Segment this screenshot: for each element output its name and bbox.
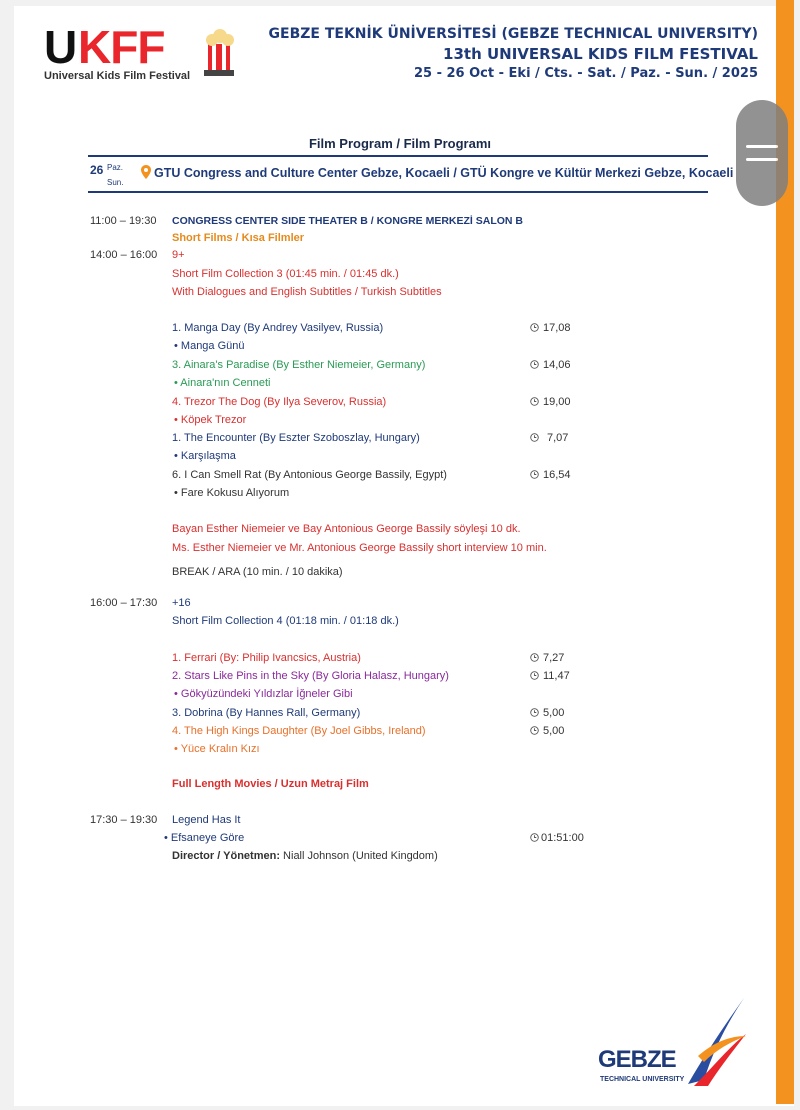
film-title: 3. Dobrina (By Hannes Rall, Germany) (172, 707, 361, 719)
clock-icon (530, 671, 539, 680)
location-pin-icon (141, 165, 151, 179)
film-local-title: • Karşılaşma (174, 450, 236, 462)
film-title: 4. Trezor The Dog (By Ilya Severov, Russia) (172, 396, 387, 408)
film-title: 3. Ainara's Paradise (By Esther Niemeier, Germany) (172, 359, 426, 371)
clock-icon (530, 708, 539, 717)
date-number: 26 (90, 163, 104, 177)
logo-u: U (44, 21, 77, 73)
film-local-title: • Yüce Kralın Kızı (174, 743, 260, 755)
film-duration: 16,54 (543, 469, 571, 481)
film-duration: 14,06 (543, 359, 571, 371)
category-label: Short Films / Kısa Filmler (172, 232, 305, 244)
interview-note-en: Ms. Esther Niemeier ve Mr. Antonious George Bassily short interview 10 min. (172, 542, 547, 554)
film-duration: 7,07 (547, 432, 569, 444)
time-slot: 11:00 – 19:30 (90, 215, 157, 227)
film-title: 1. Ferrari (By: Philip Ivancsics, Austria) (172, 652, 361, 664)
film-local-title: • Fare Kokusu Alıyorum (174, 487, 290, 499)
film-local-title: • Manga Günü (174, 340, 245, 352)
film-duration: 11,47 (543, 670, 570, 682)
top-rule (88, 155, 708, 157)
feature-local-title: • Efsaneye Göre (164, 832, 245, 844)
clock-icon (530, 360, 539, 369)
time-slot: 16:00 – 17:30 (90, 597, 158, 609)
full-length-heading: Full Length Movies / Uzun Metraj Film (172, 778, 369, 790)
handle-line-icon (746, 158, 778, 161)
gebze-swoosh-icon (684, 996, 748, 1088)
film-title: 2. Stars Like Pins in the Sky (By Gloria Halasz, Hungary) (172, 670, 449, 682)
logo-kff: KFF (78, 21, 165, 73)
time-slot: 17:30 – 19:30 (90, 814, 158, 826)
director-line (172, 849, 438, 863)
film-title: 4. The High Kings Daughter (By Joel Gibbs, Ireland) (172, 725, 426, 737)
gebze-logo-text: GEBZE (598, 1046, 676, 1073)
film-duration: 19,00 (543, 396, 571, 408)
break-note: BREAK / ARA (10 min. / 10 dakika) (172, 566, 343, 578)
date-day: Paz. (107, 163, 124, 172)
film-duration: 17,08 (543, 322, 571, 334)
date-sun: Sun. (107, 178, 124, 187)
film-duration: 7,27 (543, 652, 565, 664)
film-local-title: • Ainara'nın Cenneti (174, 377, 271, 389)
gebze-university-logo (598, 996, 748, 1092)
scroll-handle[interactable] (736, 100, 788, 206)
film-title: 6. I Can Smell Rat (By Antonious George Bassily, Egypt) (172, 469, 447, 481)
age-rating: +16 (172, 597, 191, 609)
age-rating: 9+ (172, 249, 185, 261)
film-title: 1. Manga Day (By Andrey Vasilyev, Russia) (172, 322, 384, 334)
venue-name: CONGRESS CENTER SIDE THEATER B / KONGRE MERKEZİ SALON B (172, 215, 523, 227)
festival-header (269, 24, 758, 83)
film-local-title: • Köpek Trezor (174, 414, 247, 426)
gebze-logo-subtitle: TECHNICAL UNIVERSITY (600, 1076, 685, 1083)
feature-title: Legend Has It (172, 814, 241, 826)
clock-icon (530, 397, 539, 406)
film-duration: 5,00 (543, 707, 565, 719)
festival-name: 13th UNIVERSAL KIDS FILM FESTIVAL (443, 45, 758, 63)
popcorn-mascot-icon (200, 26, 238, 78)
bottom-rule (88, 191, 708, 193)
clock-icon (530, 653, 539, 662)
clock-icon (530, 323, 539, 332)
clock-icon (530, 833, 539, 842)
clock-icon (530, 726, 539, 735)
collection-title: Short Film Collection 3 (01:45 min. / 01:45 dk.) (172, 268, 399, 280)
location-text: GTU Congress and Culture Center Gebze, Kocaeli / GTÜ Kongre ve Kültür Merkezi Gebze, Kocaeli (154, 166, 734, 180)
film-title: 1. The Encounter (By Eszter Szoboszlay, Hungary) (172, 432, 420, 444)
ukff-logo (44, 21, 244, 86)
director-name: Niall Johnson (United Kingdom) (280, 850, 438, 862)
feature-duration: 01:51:00 (541, 832, 584, 844)
subtitle-info: With Dialogues and English Subtitles / Turkish Subtitles (172, 286, 442, 298)
film-duration: 5,00 (543, 725, 565, 737)
director-label: Director / Yönetmen: (172, 850, 280, 862)
logo-subtitle: Universal Kids Film Festival (44, 70, 191, 82)
program-title: Film Program / Film Programı (308, 136, 492, 151)
clock-icon (530, 433, 539, 442)
time-slot: 14:00 – 16:00 (90, 249, 158, 261)
collection-title: Short Film Collection 4 (01:18 min. / 01:18 dk.) (172, 615, 399, 627)
university-name: GEBZE TEKNİK ÜNİVERSİTESİ (GEBZE TECHNICAL UNIVERSITY) (268, 26, 758, 42)
handle-line-icon (746, 145, 778, 148)
clock-icon (530, 470, 539, 479)
film-local-title: • Gökyüzündeki Yıldızlar İğneler Gibi (174, 688, 353, 700)
festival-dates: 25 - 26 Oct - Eki / Cts. - Sat. / Paz. - Sun. / 2025 (413, 66, 758, 81)
interview-note-tr: Bayan Esther Niemeier ve Bay Antonious George Bassily söyleşi 10 dk. (172, 523, 521, 535)
